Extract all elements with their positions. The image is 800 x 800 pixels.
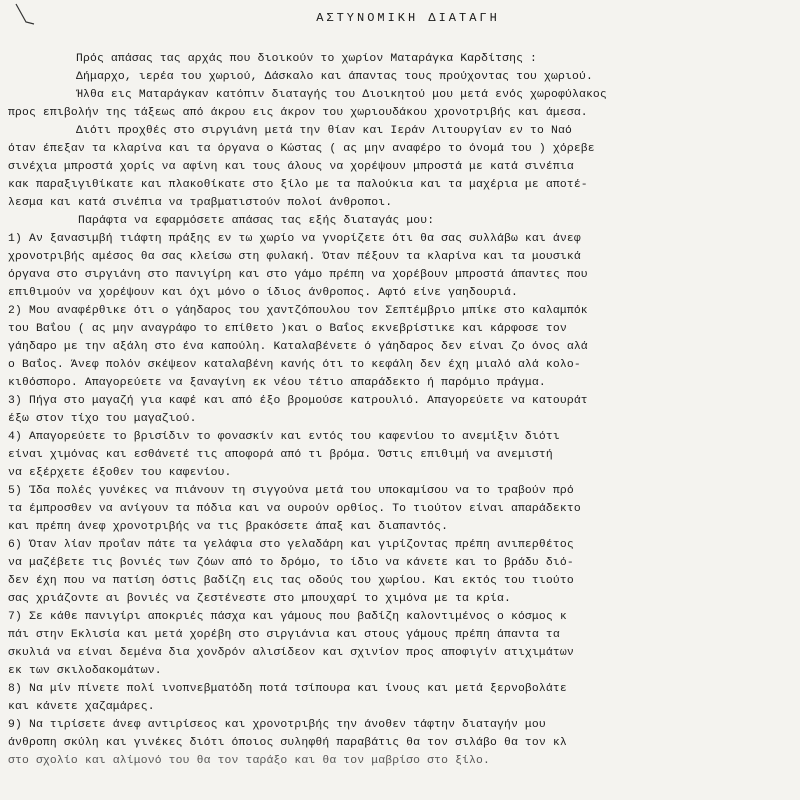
- text-line: σκυλιά να είναι δεμένα δια χονδρόν αλισίδεον και σχινίον προς αποφιγίν ατιχιμάτων: [8, 647, 574, 659]
- text-line: 7) Σε κάθε πανιγίρι αποκριές πάσχα και γάμους που βαδίζη καλοντιμένος ο κόσμος κ: [8, 611, 567, 623]
- text-line: εκ των σκιλοδακομάτων.: [8, 665, 162, 677]
- text-line: γάηδαρο με την αξάλη στο ένα καπούλη. Καταλαβένετε ό γάηδαρος δεν είναι ζο όνος αλά: [8, 341, 588, 353]
- text-line: δεν έχη που να πατίση όστις βαδίζη εις τας οδούς του χωρίου. Και εκτός του τιούτο: [8, 575, 574, 587]
- text-line: και πρέπη άνεφ χρονοτριβής να τις βρακόσετε άπαξ και διαπαντός.: [8, 521, 449, 533]
- text-line: Ήλθα εις Ματαράγκαν κατόπιν διαταγής του Διοικητού μου μετά ενός χωροφύλακος: [76, 89, 607, 101]
- text-line: όργανα στο σιργιάνη στο πανιγίρη και στο γάμο πρέπη να χορέβουν μπροστά άπαντες που: [8, 269, 588, 281]
- text-line: άνθροπη σκύλη και γινέκες διότι όποιος συληφθή παραβάτις θα τον σιλάβο θα τον κλ: [8, 737, 567, 749]
- text-line: πάι στην Εκλισία και μετά χορέβη στο σιργιάνια και στους γάμους πρέπη άπαντα τα: [8, 629, 560, 641]
- text-line: Παράφτα να εφαρμόσετε απάσας τας εξής διαταγάς μου:: [78, 215, 435, 227]
- text-line: 4) Απαγορεύετε το βρισίδιν το φονασκίν και εντός του καφενίου το ανεμίξιν διότι: [8, 431, 560, 443]
- text-line: λεσμα και κατά σινέπια να τραβματιστούν πολοί άνθροποι.: [8, 197, 393, 209]
- handwritten-mark-icon: [8, 2, 48, 32]
- text-line: έξω στον τίχο του μαγαζιού.: [8, 413, 197, 425]
- text-line: προς επιβολήν της τάξεως από άκρου εις άκρον του χωριουδάκου χρονοτριβής και άμεσα.: [8, 107, 588, 119]
- text-line: του Βαΐου ( ας μην αναγράφο το επίθετο )και ο Βαΐος εκνεβρίστικε και κάρφοσε τον: [8, 323, 567, 335]
- text-line: Διότι προχθές στο σιργιάνη μετά την θίαν και Ιεράν Λιτουργίαν εν το Ναό: [76, 125, 572, 137]
- text-line: όταν έπεξαν τα κλαρίνα και τα όργανα ο Κώστας ( ας μην αναφέρο το όνομά του ) χόρεβε: [8, 143, 595, 155]
- document-title: ΑΣΤΥΝΟΜΙΚΗ ΔΙΑΤΑΓΗ: [316, 11, 500, 25]
- text-line: επιθιμούν να χορέψουν και όχι μόνο ο ίδιος άνθροπος. Αφτό είνε γαηδουριά.: [8, 287, 518, 299]
- text-line: χρονοτριβής αμέσος θα σας κλείσω στη φυλακή. Όταν πέξουν τα κλαρίνα και τα μουσικά: [8, 251, 581, 263]
- text-line: στο σχολίο και αλίμονό του θα τον ταράξο και θα τον μαβρίσο στο ξίλο.: [8, 755, 490, 767]
- text-line: Πρός απάσας τας αρχάς που διοικούν το χωρίον Ματαράγκα Καρδίτσης :: [76, 53, 538, 65]
- text-line: τα έμπροσθεν να ανίγουν τα πόδια και να ουρούν ορθίος. Το τιούτον είναι απαράδεκτο: [8, 503, 581, 515]
- text-line: κακ παραξιγιθίκατε και πλακοθίκατε στο ξίλο με τα παλούκια και τα μαχέρια με αποτέ-: [8, 179, 588, 191]
- text-line: σας χριάζοντε αι βονιές να ζεστένεστε στο μπουχαρί το χιμόνα με τα κρία.: [8, 593, 511, 605]
- text-line: να μαζέβετε τις βονιές των ζόων από το δρόμο, το ίδιο να κάνετε και το βράδυ διό-: [8, 557, 574, 569]
- text-line: και κάνετε χαζαμάρες.: [8, 701, 155, 713]
- text-line: κιθόσπορο. Απαγορεύετε να ξαναγίνη εκ νέου τέτιο απαράδεκτο ή παρόμιο πράγμα.: [8, 377, 546, 389]
- text-line: 9) Να τιρίσετε άνεφ αντιρίσεος και χρονοτριβής την άνοθεν τάφτην διαταγήν μου: [8, 719, 546, 731]
- text-line: 6) Όταν λίαν προΐαν πάτε τα γελάφια στο γελαδάρη και γιρίζοντας πρέπη ανιπερθέτος: [8, 539, 574, 551]
- text-line: Δήμαρχο, ιερέα του χωριού, Δάσκαλο και άπαντας τους προύχοντας του χωριού.: [76, 71, 593, 83]
- text-line: 8) Να μίν πίνετε πολί ινοπνεβματόδη ποτά τσίπουρα και ίνους και μετά ξερνοβολάτε: [8, 683, 567, 695]
- text-line: να εξέρχετε έξοθεν του καφενίου.: [8, 467, 232, 479]
- text-line: 3) Πήγα στο μαγαζή για καφέ και από έξο βρομούσε κατρουλιό. Απαγορεύετε να κατουράτ: [8, 395, 588, 407]
- text-line: σινέχια μπροστά χορίς να αφίνη και τους άλους να χορέψουν μπροστά με κατά σινέπια: [8, 161, 574, 173]
- text-line: 5) Ίδα πολές γυνέκες να πιάνουν τη σιγγούνα μετά του υποκαμίσου να το τραβούν πρό: [8, 485, 574, 497]
- text-line: 1) Αν ξανασιμβή τιάφτη πράξης εν τω χωρίο να γνορίζετε ότι θα σας συλλάβω και άνεφ: [8, 233, 581, 245]
- text-line: 2) Μου αναφέρθικε ότι ο γάηδαρος του χαντζόπουλου τον Σεπτέμβριο μπίκε στο καλαμπόκ: [8, 305, 588, 317]
- text-line: είναι χιμόνας και εσθάνετέ τις αποφορά από τι βρόμα. Όστις επιθιμή να ανεμιστή: [8, 449, 553, 461]
- text-line: ο Βαΐος. Άνεφ πολόν σκέψεον καταλαβένη κανής ότι το κεφάλη δεν έχη μιαλό αλά κολο-: [8, 359, 581, 371]
